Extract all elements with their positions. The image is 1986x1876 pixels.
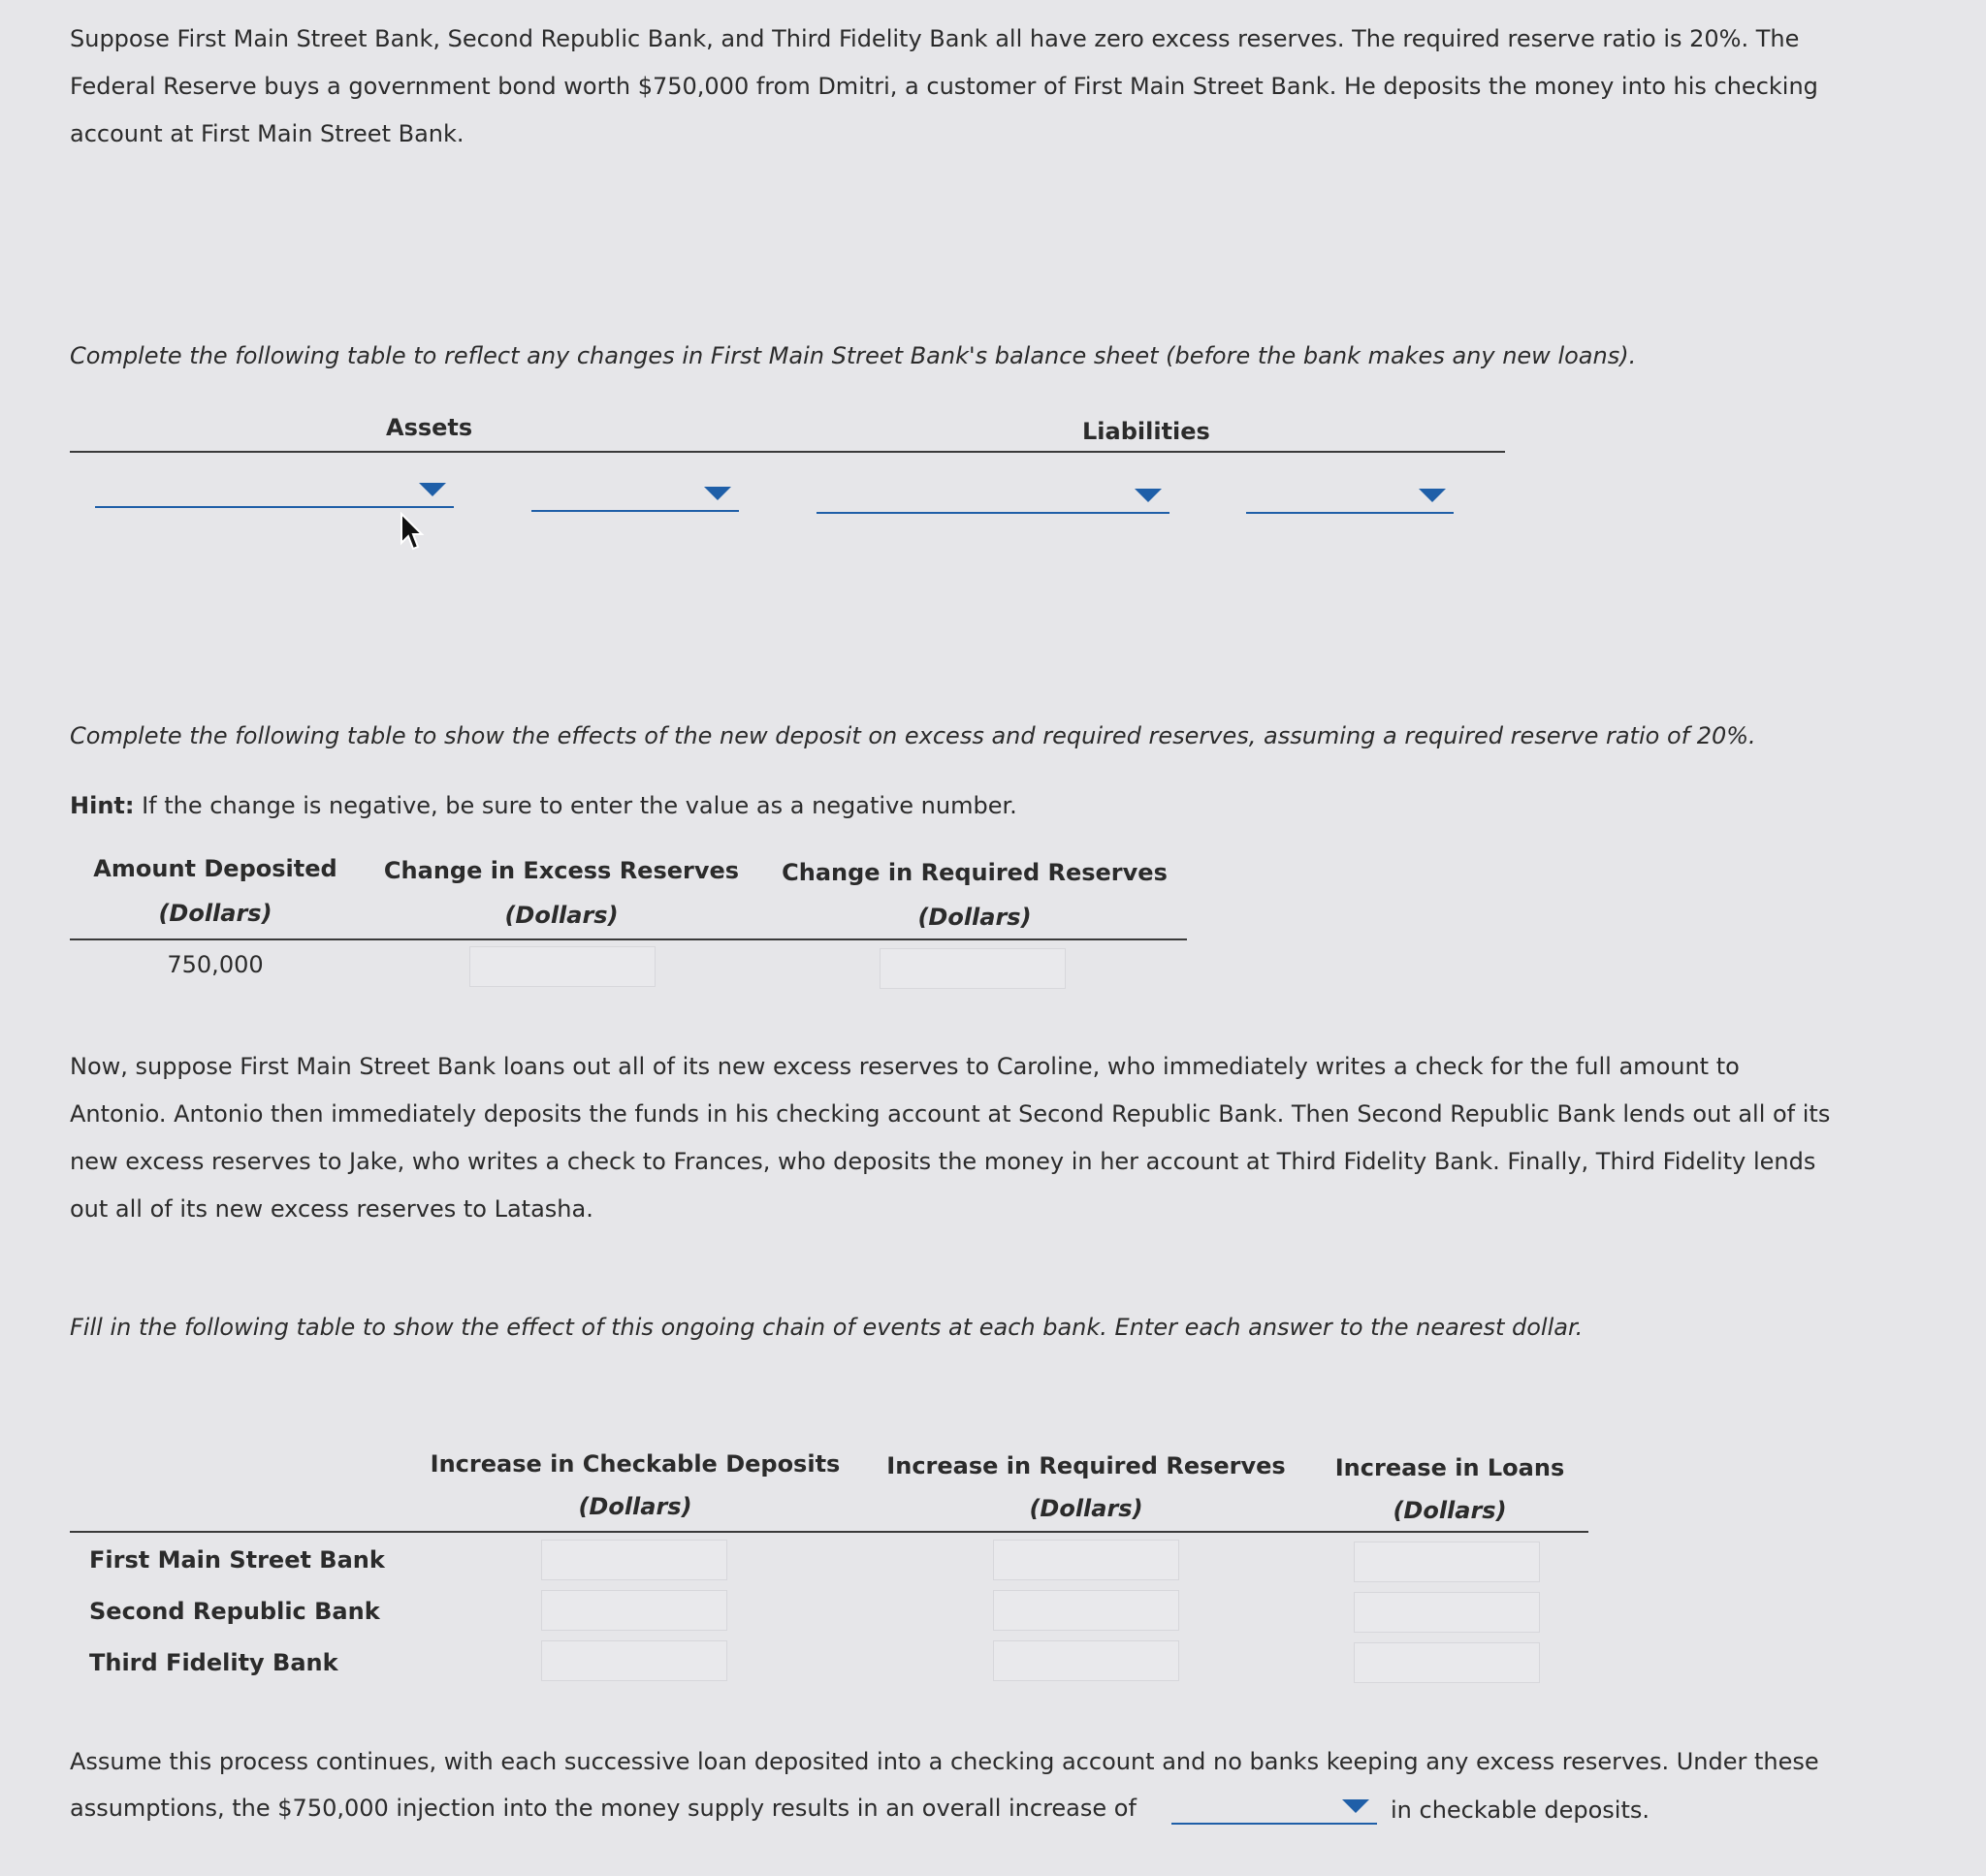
intro-line-3: account at First Main Street Bank. [70,120,464,147]
assets-amount-dropdown[interactable] [531,477,739,512]
change-excess-reserves-input[interactable] [469,946,656,987]
col-increase-loans-unit: (Dollars) [1393,1497,1507,1524]
intro-paragraph [70,16,1893,158]
hint-text: If the change is negative, be sure to enter the value as a negative number. [134,792,1017,819]
first-main-loans-input[interactable] [1354,1542,1540,1582]
first-main-deposits-input[interactable] [541,1540,727,1580]
chevron-down-icon [1135,489,1162,502]
col-change-required-reserves: Change in Required Reserves [782,859,1168,886]
second-republic-loans-input[interactable] [1354,1592,1540,1633]
first-main-required-reserves-input[interactable] [993,1540,1179,1580]
liabilities-header: Liabilities [1082,418,1210,445]
third-fidelity-deposits-input[interactable] [541,1640,727,1681]
col-change-excess-reserves-unit: (Dollars) [504,902,619,929]
third-fidelity-loans-input[interactable] [1354,1642,1540,1683]
bank-name-second-republic: Second Republic Bank [89,1598,380,1625]
assets-item-dropdown[interactable] [95,473,454,508]
third-fidelity-required-reserves-input[interactable] [993,1640,1179,1681]
col-change-excess-reserves: Change in Excess Reserves [383,857,740,884]
q4-line-1: Assume this process continues, with each successive loan deposited into a checking account and no banks keeping any excess reserves. Under these [70,1748,1819,1775]
change-required-reserves-input[interactable] [880,948,1066,989]
chevron-down-icon [1342,1799,1369,1813]
liabilities-amount-dropdown[interactable] [1246,479,1454,514]
hint-label: Hint: [70,792,135,819]
second-republic-deposits-input[interactable] [541,1590,727,1631]
chain-table-rule [70,1531,1588,1533]
mouse-pointer-icon [400,512,425,553]
q2-instruction: Complete the following table to show the effects of the new deposit on excess and required reserves, assuming a required reserve ratio of 20%. [70,722,1756,749]
scenario-line-1: Now, suppose First Main Street Bank loans out all of its new excess reserves to Caroline, who immediately writes a check for the full amount to [70,1053,1740,1080]
q1-instruction: Complete the following table to reflect any changes in First Main Street Bank's balance sheet (before the bank makes any new loans). [70,342,1637,369]
col-increase-required-reserves-unit: (Dollars) [1029,1495,1143,1522]
amount-deposited-value: 750,000 [167,951,264,978]
intro-line-1: Suppose First Main Street Bank, Second Republic Bank, and Third Fidelity Bank all have zero excess reserves. The required reserve ratio is 20%. The [70,25,1800,52]
col-increase-checkable-deposits-unit: (Dollars) [578,1493,692,1520]
second-republic-required-reserves-input[interactable] [993,1590,1179,1631]
q3-instruction: Fill in the following table to show the effect of this ongoing chain of events at each bank. Enter each answer to the nearest dollar. [70,1314,1584,1341]
col-change-required-reserves-unit: (Dollars) [917,904,1032,931]
col-increase-loans: Increase in Loans [1334,1454,1565,1481]
q4-line-2-after: in checkable deposits. [1391,1797,1650,1824]
intro-line-2: Federal Reserve buys a government bond worth $750,000 from Dmitri, a customer of First Main Street Bank. He deposits the money into his checking [70,73,1818,100]
chevron-down-icon [419,483,446,496]
hint [70,781,1017,830]
scenario-paragraph [70,1043,1893,1233]
bank-name-first-main-street: First Main Street Bank [89,1546,385,1574]
scenario-line-3: new excess reserves to Jake, who writes a check to Frances, who deposits the money in her account at Third Fidelity Bank. Finally, Third Fidelity lends [70,1148,1816,1175]
chevron-down-icon [1419,489,1446,502]
col-amount-deposited-unit: (Dollars) [158,900,272,927]
q4-line-2-before: assumptions, the $750,000 injection into the money supply results in an overall increase of [70,1795,1137,1822]
bank-name-third-fidelity: Third Fidelity Bank [89,1649,338,1676]
col-increase-required-reserves: Increase in Required Reserves [886,1452,1286,1479]
total-deposits-increase-dropdown[interactable] [1171,1790,1377,1825]
chevron-down-icon [704,487,731,500]
col-amount-deposited: Amount Deposited [93,855,337,882]
liabilities-item-dropdown[interactable] [817,479,1169,514]
scenario-line-2: Antonio. Antonio then immediately deposits the funds in his checking account at Second Republic Bank. Then Second Republic Bank lends out all of its [70,1100,1831,1128]
col-increase-checkable-deposits: Increase in Checkable Deposits [430,1450,841,1478]
balance-sheet-rule [70,451,1505,453]
scenario-line-4: out all of its new excess reserves to Latasha. [70,1195,593,1223]
assets-header: Assets [386,414,473,441]
